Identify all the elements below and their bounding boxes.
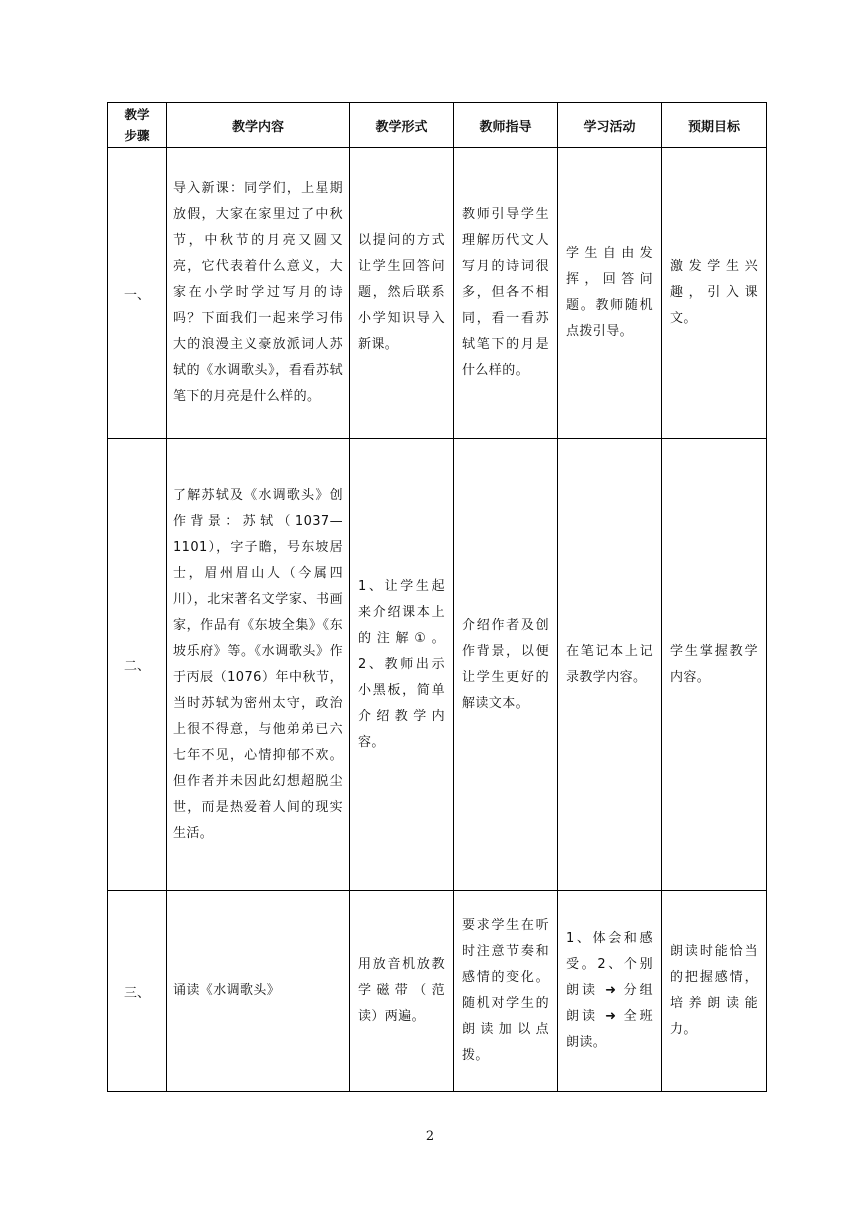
- table-row: [108, 439, 767, 891]
- guidance-cell: [454, 439, 558, 891]
- goal-cell: [662, 891, 767, 1092]
- header-activity: 学习活动: [558, 103, 662, 148]
- goal-cell: [662, 439, 767, 891]
- activity-text: 1、体会和感受。2、个别朗读 ➜ 分组朗读 ➜ 全班朗读。: [566, 931, 653, 1050]
- form-text: 以提问的方式让学生回答问题，然后联系小学知识导入新课。: [358, 233, 445, 352]
- goal-cell: [662, 148, 767, 439]
- goal-text: 激发学生兴趣，引入课文。: [670, 259, 758, 326]
- form-cell: [350, 891, 454, 1092]
- guidance-text: 要求学生在听时注意节奏和感情的变化。随机对学生的朗读加以点拨。: [462, 918, 549, 1063]
- guidance-cell: [454, 148, 558, 439]
- form-text: 1、让学生起来介绍课本上的注解①。2、教师出示小黑板，简单介绍教学内容。: [358, 578, 445, 750]
- table-row: [108, 891, 767, 1092]
- activity-cell: [558, 148, 662, 439]
- content-text: 导入新课：同学们，上星期放假，大家在家里过了中秋节，中秋节的月亮又圆又亮，它代表着什么意义，大家在小学时学过写月的诗吗？下面我们一起来学习伟大的浪漫主义豪放派词人苏轼的《水调歌头》，看看苏轼笔下的月亮是什么样的。: [173, 181, 343, 404]
- header-content: 教学内容: [167, 103, 350, 148]
- form-text: 用放音机放教学磁带（范读）两遍。: [358, 957, 445, 1024]
- content-cell: [167, 439, 350, 891]
- goal-text: 朗读时能恰当的把握感情，培养朗读能力。: [670, 944, 758, 1037]
- content-text: 了解苏轼及《水调歌头》创作背景：苏轼（1037—1101），字子瞻，号东坡居士，眉州眉山人（今属四川），北宋著名文学家、书画家，作品有《东坡全集》《东坡乐府》等。《水调歌头》作于丙辰（1076）年中秋节，当时苏轼为密州太守，政治上很不得意，与他弟弟已六七年不见，心情抑郁不欢。但作者并未因此幻想超脱尘世，而是热爱着人间的现实生活。: [173, 487, 343, 841]
- content-cell: [167, 891, 350, 1092]
- step-cell: 三、: [108, 891, 167, 1092]
- header-row: [108, 103, 767, 148]
- page-number: 2: [425, 1129, 435, 1144]
- lesson-plan-table: [107, 102, 767, 1092]
- form-cell: [350, 439, 454, 891]
- activity-text: 学生自由发挥，回答问题。教师随机点拨引导。: [566, 246, 653, 339]
- header-goal: 预期目标: [662, 103, 767, 148]
- goal-text: 学生掌握教学内容。: [670, 643, 758, 685]
- form-cell: [350, 148, 454, 439]
- guidance-text: 教师引导学生理解历代文人写月的诗词很多，但各不相同，看一看苏轼笔下的月是什么样的。: [462, 207, 549, 378]
- activity-cell: [558, 439, 662, 891]
- step-cell: 一、: [108, 148, 167, 439]
- guidance-cell: [454, 891, 558, 1092]
- guidance-text: 介绍作者及创作背景，以便让学生更好的解读文本。: [462, 617, 549, 711]
- header-guidance: 教师指导: [454, 103, 558, 148]
- table-row: [108, 148, 767, 439]
- activity-text: 在笔记本上记录教学内容。: [566, 643, 653, 685]
- activity-cell: [558, 891, 662, 1092]
- content-cell: [167, 148, 350, 439]
- step-cell: 二、: [108, 439, 167, 891]
- content-text: 诵读《水调歌头》: [173, 983, 281, 998]
- header-form: 教学形式: [350, 103, 454, 148]
- header-step: 教学步骤: [108, 103, 167, 148]
